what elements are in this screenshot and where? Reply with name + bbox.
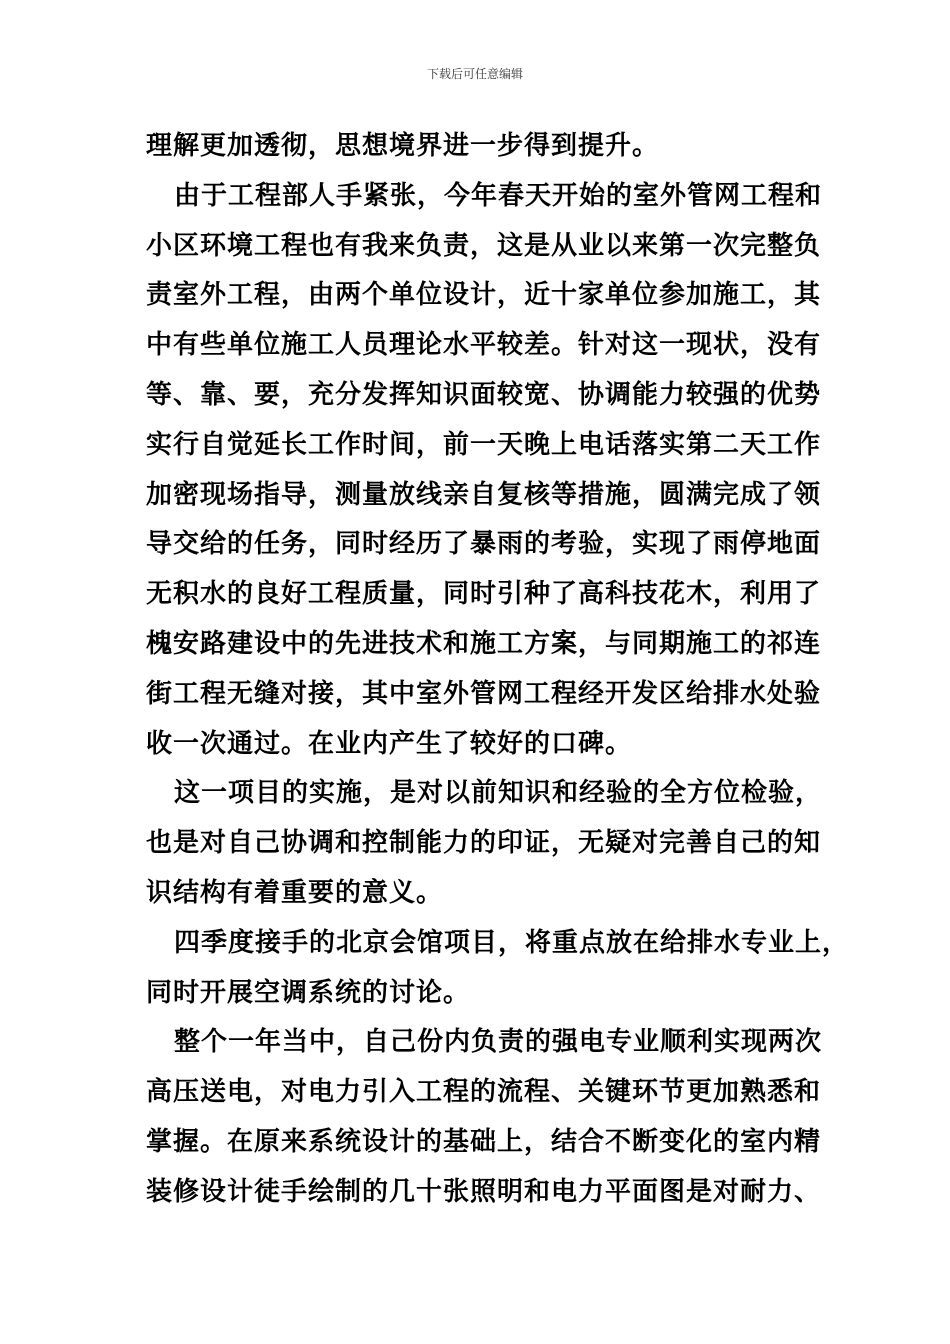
text-line: 也是对自己协调和控制能力的印证，无疑对完善自己的知: [146, 828, 822, 859]
text-line: 整个一年当中，自己份内负责的强电专业顺利实现两次: [174, 1027, 823, 1058]
text-line: 收一次通过。在业内产生了较好的口碑。: [146, 728, 633, 759]
text-line: 由于工程部人手紧张，今年春天开始的室外管网工程和: [174, 180, 823, 211]
text-line: 理解更加透彻，思想境界进一步得到提升。: [146, 131, 660, 161]
text-line: 同时开展空调系统的讨论。: [146, 977, 471, 1008]
page-header: 下载后可任意编辑: [426, 67, 523, 81]
text-line: 槐安路建设中的先进技术和施工方案，与同期施工的祁连: [146, 628, 822, 659]
text-line: 加密现场指导，测量放线亲自复核等措施，圆满完成了领: [146, 479, 822, 510]
text-line: 等、靠、要，充分发挥知识面较宽、协调能力较强的优势: [146, 379, 822, 410]
text-line: 中有些单位施工人员理论水平较差。针对这一现状，没有: [146, 330, 822, 361]
text-line: 实行自觉延长工作时间，前一天晚上电话落实第二天工作: [146, 429, 822, 460]
text-line: 街工程无缝对接，其中室外管网工程经开发区给排水处验: [146, 678, 822, 709]
text-line: 责室外工程，由两个单位设计，近十家单位参加施工，其: [146, 280, 822, 311]
text-line: 小区环境工程也有我来负责，这是从业以来第一次完整负: [146, 230, 822, 261]
text-line: 高压送电，对电力引入工程的流程、关键环节更加熟悉和: [146, 1077, 822, 1108]
text-line: 掌握。在原来系统设计的基础上，结合不断变化的室内精: [146, 1126, 822, 1157]
text-line: 装修设计徒手绘制的几十张照明和电力平面图是对耐力、: [146, 1176, 822, 1207]
text-line: 无积水的良好工程质量，同时引种了高科技花木，利用了: [146, 579, 822, 610]
document-body: [146, 122, 850, 1218]
text-line: 识结构有着重要的意义。: [146, 877, 444, 908]
text-line: 导交给的任务，同时经历了暴雨的考验，实现了雨停地面: [146, 529, 822, 560]
text-line: 四季度接手的北京会馆项目，将重点放在给排水专业上，: [174, 927, 850, 958]
text-line: 这一项目的实施，是对以前知识和经验的全方位检验，: [174, 778, 823, 809]
